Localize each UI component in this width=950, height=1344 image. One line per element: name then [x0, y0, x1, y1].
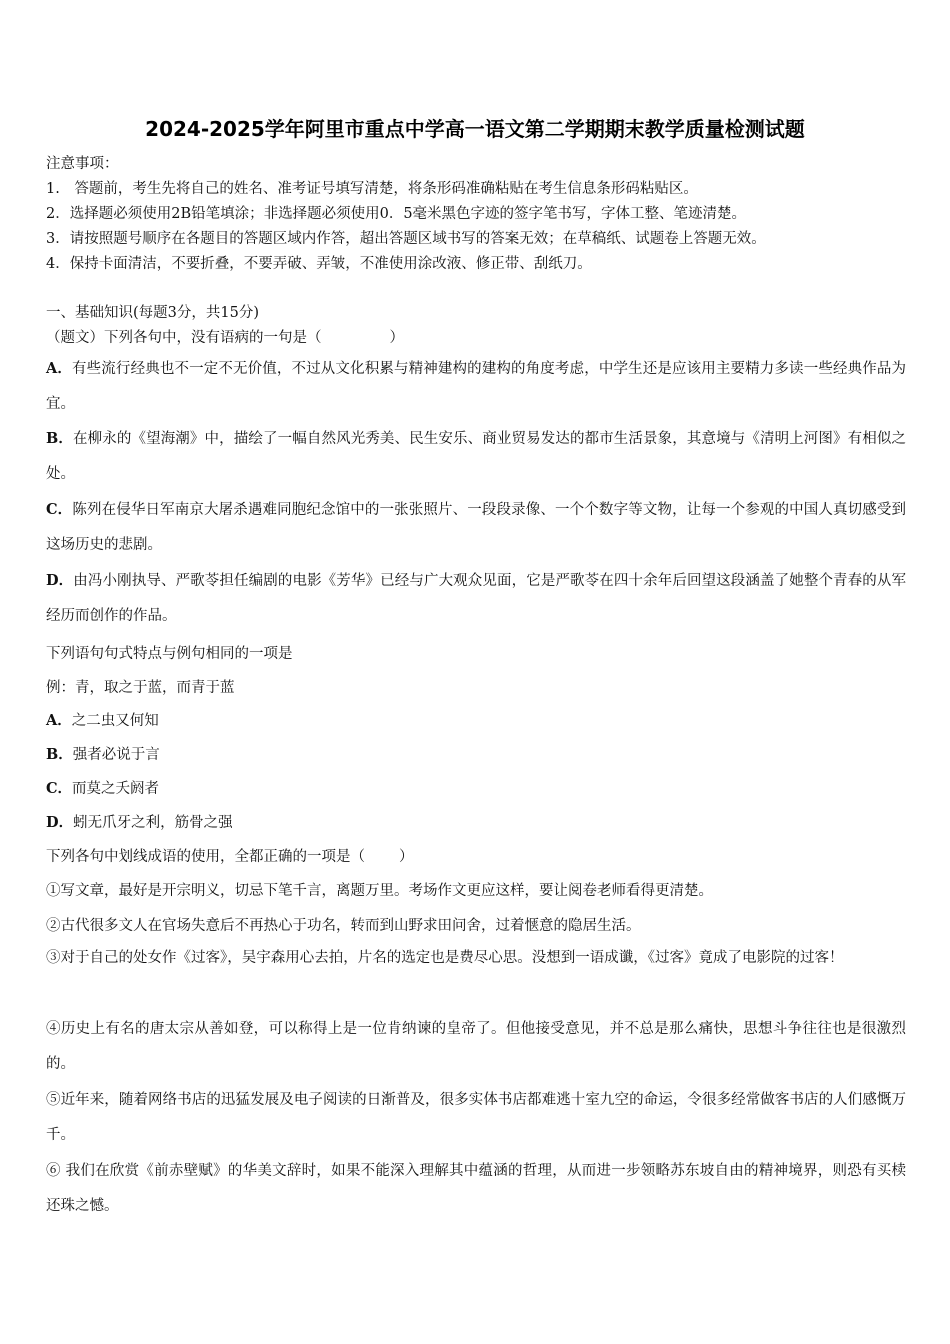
option-label: B．	[46, 430, 73, 447]
q3-stem	[46, 845, 414, 866]
option-label: B．	[46, 746, 73, 763]
option-text: 强者必说于言	[72, 747, 160, 763]
option-label: C．	[46, 780, 73, 797]
q2-option-a	[46, 709, 159, 730]
q1-option-c	[46, 492, 906, 563]
notice-item: 3．请按照题号顺序在各题目的答题区域内作答，超出答题区域书写的答案无效；在草稿纸、试题卷上答题无效。	[46, 231, 766, 247]
q1-stem-open: （题文）下列各句中，没有语病的一句是（	[46, 330, 322, 346]
option-text: 蚓无爪牙之利，筋骨之强	[73, 815, 233, 831]
option-text: 而莫之夭阏者	[72, 781, 160, 797]
q3-item: ⑤近年来，随着网络书店的迅猛发展及电子阅读的日渐普及，很多实体书店都难逃十室九空的命运，令很多经常做客书店的人们感慨万千。	[46, 1092, 906, 1143]
q3-item: ④历史上有名的唐太宗从善如登，可以称得上是一位肯纳谏的皇帝了。但他接受意见，并不总是那么痛快，思想斗争往往也是很激烈的。	[46, 1021, 906, 1072]
option-text: 陈列在侵华日军南京大屠杀遇难同胞纪念馆中的一张张照片、一段段录像、一个个数字等文物，让每一个参观的中国人真切感受到这场历史的悲剧。	[46, 502, 907, 553]
q2-stem: 下列语句句式特点与例句相同的一项是	[46, 646, 293, 662]
notice-heading: 注意事项：	[46, 156, 119, 172]
option-label: D．	[46, 814, 74, 831]
q3-stem-open: 下列各句中划线成语的使用，全都正确的一项是（	[46, 849, 365, 865]
q2-option-c	[46, 777, 159, 798]
option-label: C．	[46, 501, 73, 518]
option-label: A．	[46, 712, 72, 729]
notice-item: 2．选择题必须使用2B铅笔填涂；非选择题必须使用0．5毫米黑色字迹的签字笔书写，字体工整、笔迹清楚。	[46, 206, 747, 222]
q3-item: ⑥ 我们在欣赏《前赤壁赋》的华美文辞时，如果不能深入理解其中蕴涵的哲理，从而进一步领略苏东坡自由的精神境界，则恐有买椟还珠之憾。	[46, 1163, 906, 1214]
option-label: D．	[46, 572, 74, 589]
q1-option-b	[46, 421, 906, 492]
page-title: 2024-2025学年阿里市重点中学高一语文第二学期期末教学质量检测试题	[145, 117, 805, 141]
q1-option-d	[46, 563, 906, 634]
q3-item: ①写文章，最好是开宗明义，切忌下笔千言，离题万里。考场作文更应这样，要让阅卷老师看得更清楚。	[46, 883, 713, 899]
question-stem	[46, 326, 404, 347]
q3-item: ②古代很多文人在官场失意后不再热心于功名，转而到山野求田问舍，过着惬意的隐居生活。	[46, 918, 641, 934]
q1-option-a	[46, 351, 906, 422]
notice-item: 4．保持卡面清洁，不要折叠，不要弄破、弄皱，不准使用涂改液、修正带、刮纸刀。	[46, 256, 592, 272]
section-heading: 一、基础知识(每题3分，共15分)	[46, 305, 259, 321]
option-text: 在柳永的《望海潮》中，描绘了一幅自然风光秀美、民生安乐、商业贸易发达的都市生活景象，其意境与《清明上河图》有相似之处。	[46, 431, 906, 482]
option-text: 之二虫又何知	[71, 713, 159, 729]
option-label: A．	[46, 360, 73, 377]
option-text: 由冯小刚执导、严歌苓担任编剧的电影《芳华》已经与广大观众见面，它是严歌苓在四十余年后回望这段涵盖了她整个青春的从军经历而创作的作品。	[46, 573, 906, 624]
q2-option-b	[46, 743, 160, 764]
q2-option-d	[46, 811, 233, 832]
q3-stem-close: ）	[399, 849, 414, 865]
q1-stem-close: ）	[389, 330, 404, 346]
q2-example: 例：青，取之于蓝，而青于蓝	[46, 680, 235, 696]
q3-item: ③对于自己的处女作《过客》，吴宇森用心去拍，片名的选定也是费尽心思。没想到一语成谶，《过客》竟成了电影院的过客！	[46, 950, 844, 966]
notice-item: 1. 答题前，考生先将自己的姓名、准考证号填写清楚，将条形码准确粘贴在考生信息条形码粘贴区。	[46, 181, 698, 197]
option-text: 有些流行经典也不一定不无价值，不过从文化积累与精神建构的建构的角度考虑，中学生还是应该用主要精力多读一些经典作品为宜。	[46, 361, 906, 412]
